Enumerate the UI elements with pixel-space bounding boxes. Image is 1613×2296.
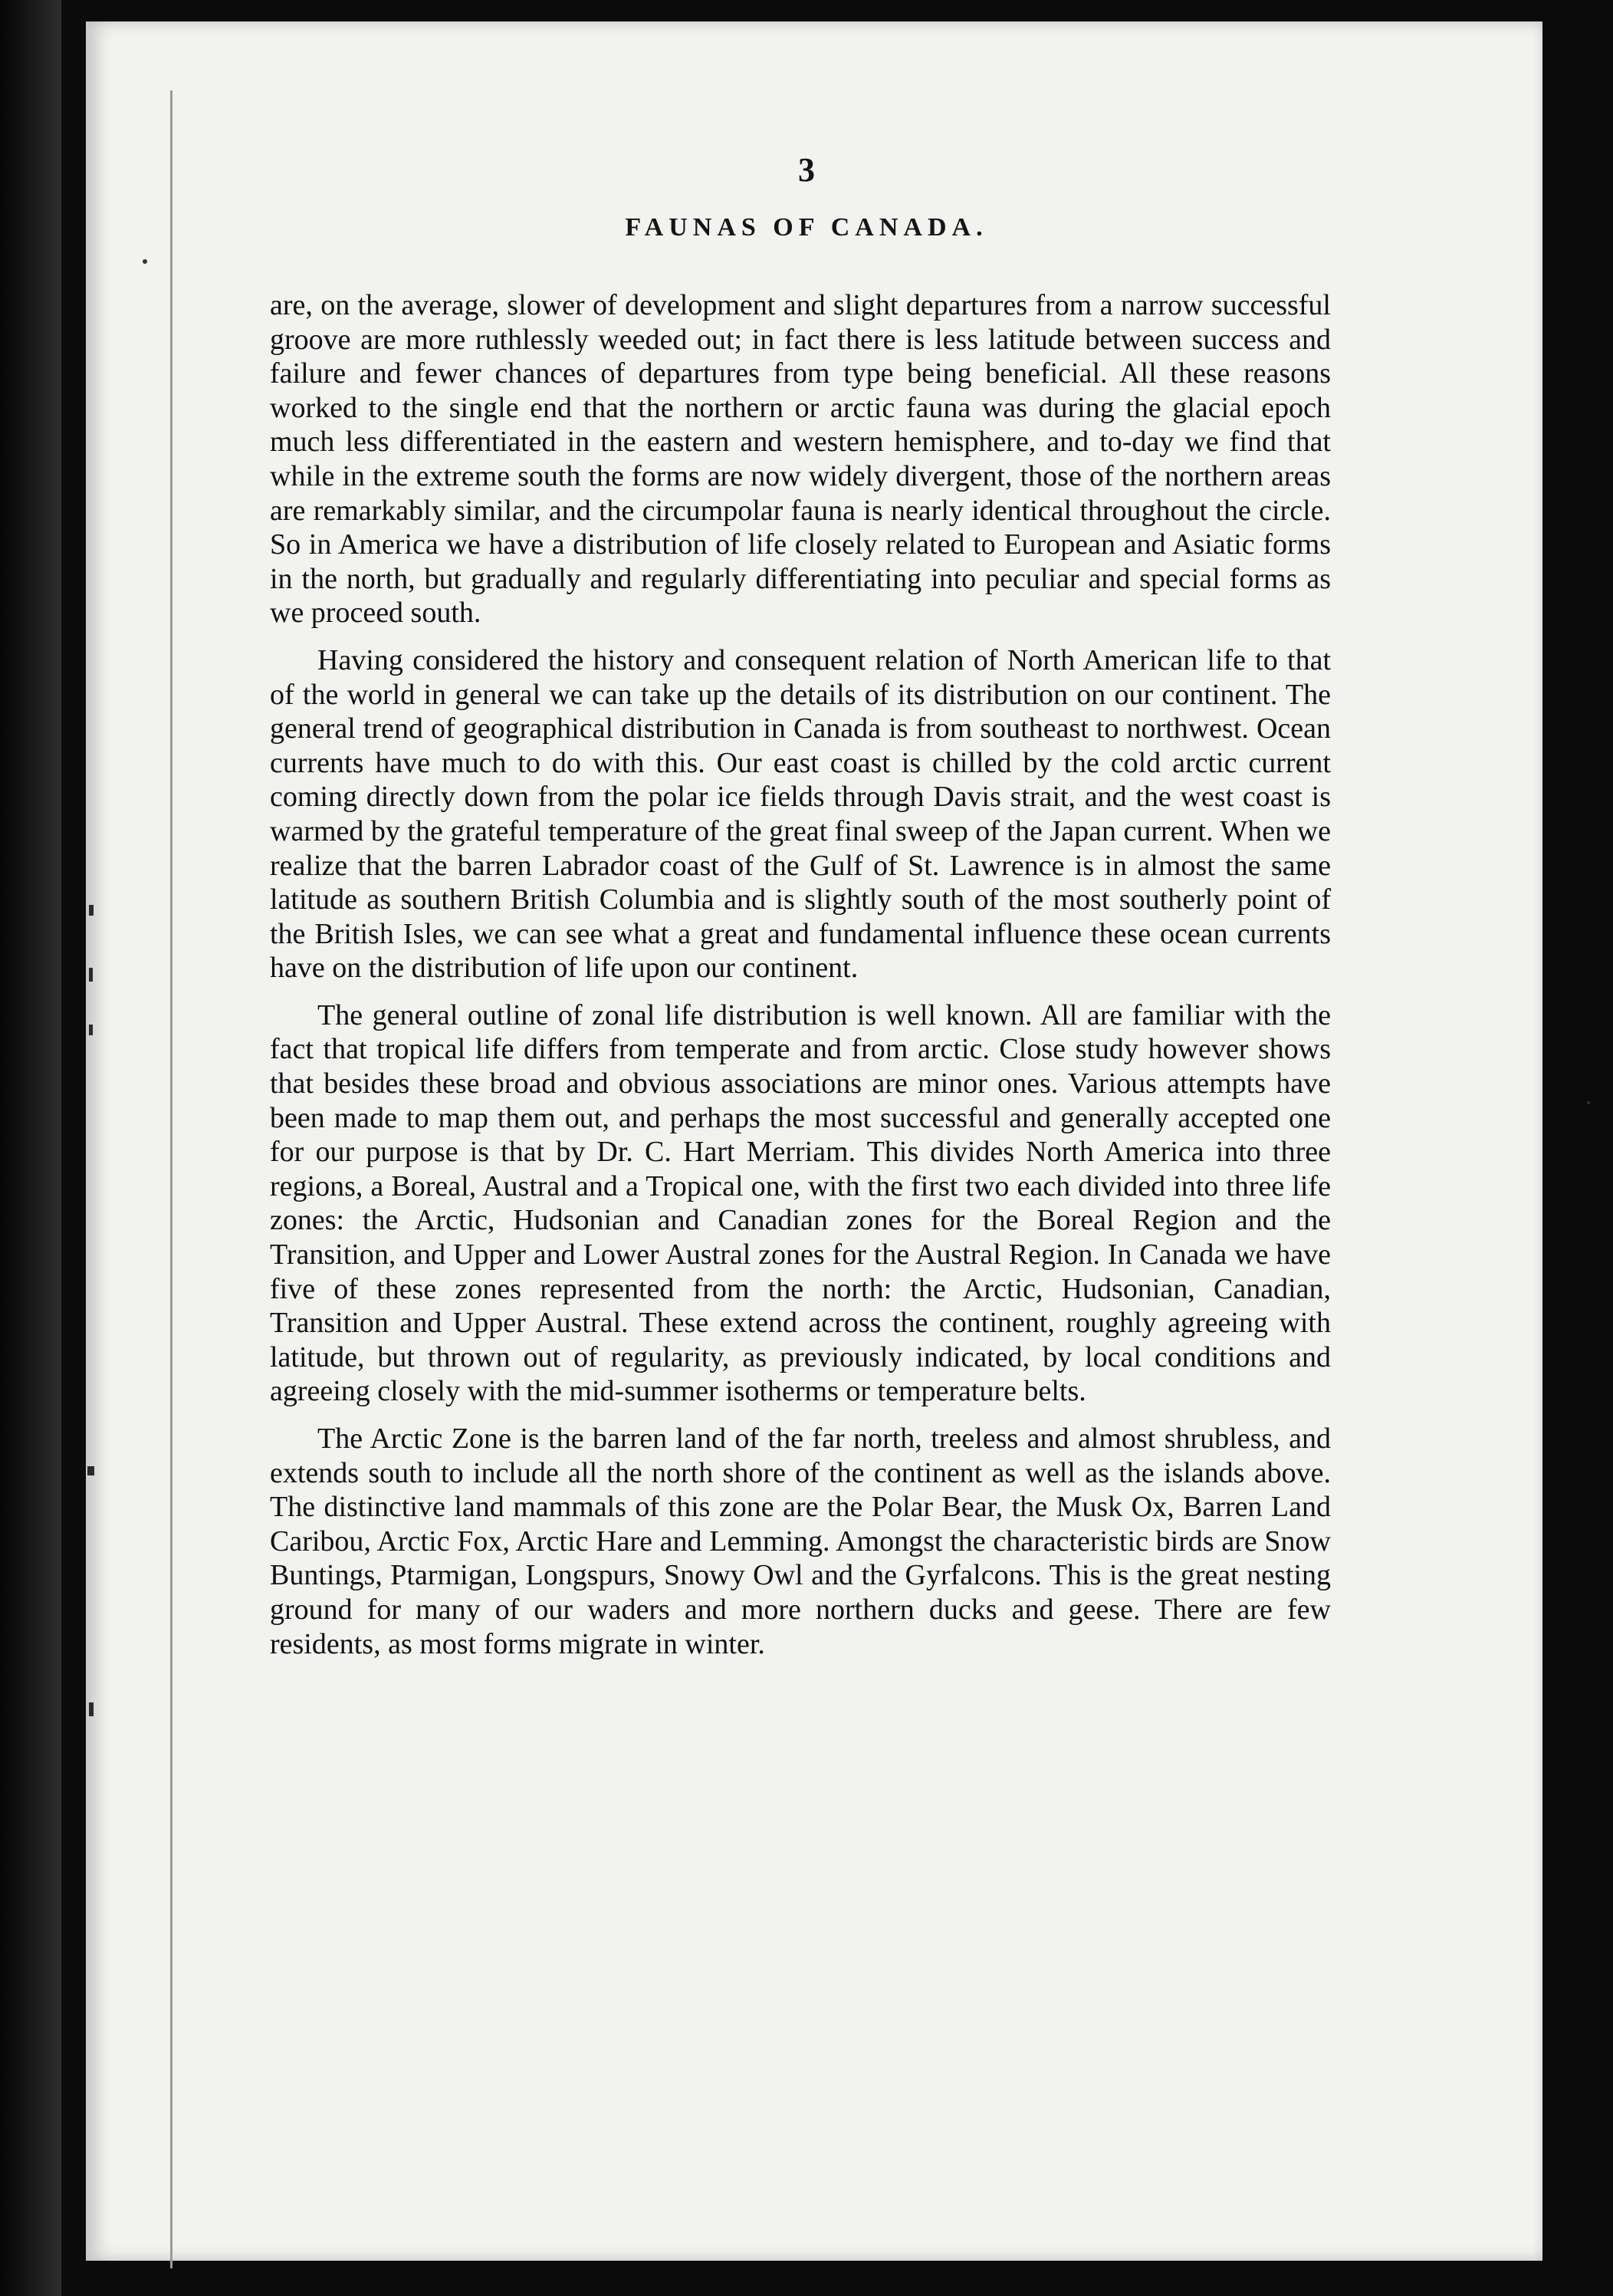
running-head: FAUNAS OF CANADA. [625, 213, 988, 242]
binding-mark [89, 1702, 94, 1716]
paragraph: are, on the average, slower of development and slight departures from a narrow successful groove are more ruthlessly weeded out; in fact there is less latitude between success and failure and fewer chances of departures from type being beneficial. All these reasons worked to the single end that the northern or arctic fauna was during the glacial epoch much less differentiated in the eastern and western hemisphere, and to-day we find that while in the extreme south the forms are now widely divergent, those of the northern areas are remarkably similar, and the circumpolar fauna is nearly identical throughout the circle. So in America we have a distribution of life closely related to European and Asiatic forms in the north, but gradually and regularly differentiating into peculiar and special forms as we proceed south. [270, 289, 1331, 630]
paper-speck [143, 259, 147, 264]
binding-mark [89, 905, 94, 916]
paper-speck [1587, 1101, 1590, 1104]
binding-mark [87, 1466, 94, 1475]
body-text [270, 288, 1331, 1674]
paragraph: The Arctic Zone is the barren land of the far north, treeless and almost shrubless, and extends south to include all the north shore of the continent as well as the islands above. The distinctive land mammals of this zone are the Polar Bear, the Musk Ox, Barren Land Caribou, Arctic Fox, Arctic Hare and Lemming. Amongst the characteristic birds are Snow Buntings, Ptarmigan, Longspurs, Snowy Owl and the Gyrfalcons. This is the great nesting ground for many of our waders and more northern ducks and geese. There are few residents, as most forms migrate in winter. [270, 1423, 1331, 1660]
binding-mark [89, 1025, 93, 1035]
left-margin-rule [170, 90, 172, 2268]
book-spine-shadow [0, 0, 61, 2296]
page-number: 3 [798, 151, 815, 189]
binding-mark [89, 968, 93, 982]
paragraph: Having considered the history and consequent relation of North American life to that of the world in general we can take up the details of its distribution on our continent. The general trend of geographical distribution in Canada is from southeast to northwest. Ocean currents have much to do with this. Our east coast is chilled by the cold arctic current coming directly down from the polar ice fields through Davis strait, and the west coast is warmed by the grateful temperature of the great final sweep of the Japan current. When we realize that the barren Labrador coast of the Gulf of St. Lawrence is in almost the same latitude as southern British Columbia and is slightly south of the most southerly point of the British Isles, we can see what a great and fundamental influence these ocean currents have on the distribution of life upon our continent. [270, 643, 1331, 985]
paragraph: The general outline of zonal life distribution is well known. All are familiar with the fact that tropical life differs from temperate and from arctic. Close study however shows that besides these broad and obvious associations are minor ones. Various attempts have been made to map them out, and perhaps the most successful and generally accepted one for our purpose is that by Dr. C. Hart Merriam. This divides North America into three regions, a Boreal, Austral and a Tropical one, with the first two each divided into three life zones: the Arctic, Hudsonian and Canadian zones for the Boreal Region and the Transition, and Upper and Lower Austral zones for the Austral Region. In Canada we have five of these zones represented from the north: the Arctic, Hudsonian, Canadian, Transition and Upper Austral. These extend across the continent, roughly agreeing with latitude, but thrown out of regularity, as previously indicated, by local conditions and agreeing closely with the mid-summer isotherms or temperature belts. [270, 998, 1331, 1408]
